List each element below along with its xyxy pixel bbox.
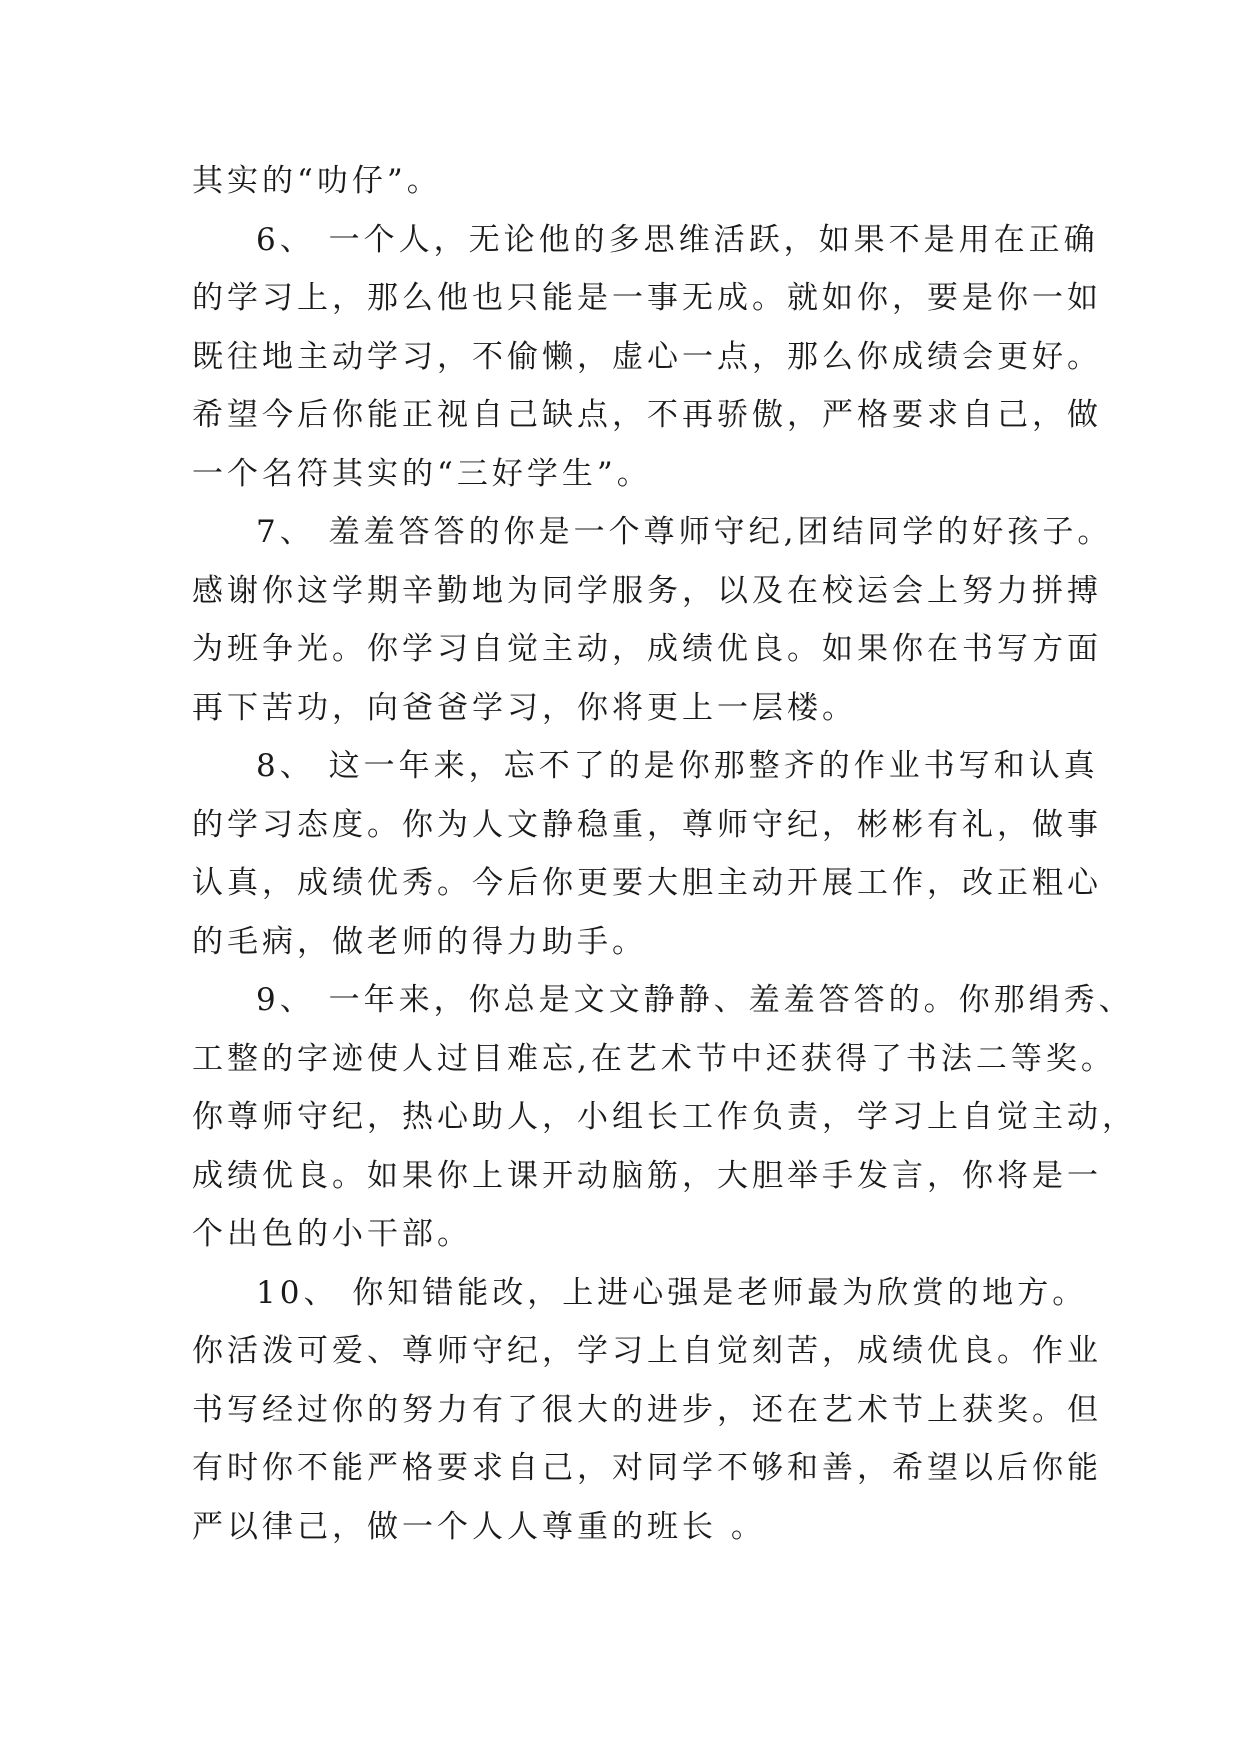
text-line: 书写经过你的努力有了很大的进步，还在艺术节上获奖。但 xyxy=(192,1391,1102,1428)
text-line: 的学习态度。你为人文静稳重，尊师守纪，彬彬有礼，做事 xyxy=(192,806,1102,843)
text-line: 一个名符其实的“三好学生”。 xyxy=(192,455,652,492)
text-line: 的毛病，做老师的得力助手。 xyxy=(192,923,647,960)
text-line: 8、 这一年来，忘不了的是你那整齐的作业书写和认真 xyxy=(256,748,1099,784)
text-line: 其实的“叻仔”。 xyxy=(192,163,442,199)
text-line: 10、 你知错能改，上进心强是老师最为欣赏的地方。 xyxy=(256,1274,1088,1311)
text-line: 感谢你这学期辛勤地为同学服务，以及在校运会上努力拼搏 xyxy=(192,572,1102,609)
text-line: 你活泼可爱、尊师守纪，学习上自觉刻苦，成绩优良。作业 xyxy=(192,1333,1102,1369)
text-line: 6、 一个人，无论他的多思维活跃，如果不是用在正确 xyxy=(256,221,1099,258)
text-line: 工整的字迹使人过目难忘,在艺术节中还获得了书法二等奖。 xyxy=(192,1040,1116,1077)
text-line: 为班争光。你学习自觉主动，成绩优良。如果你在书写方面 xyxy=(192,631,1102,667)
text-line: 严以律己，做一个人人尊重的班长 。 xyxy=(192,1508,766,1545)
text-line: 有时你不能严格要求自己，对同学不够和善，希望以后你能 xyxy=(192,1450,1102,1486)
text-line: 成绩优良。如果你上课开动脑筋，大胆举手发言，你将是一 xyxy=(192,1157,1102,1194)
text-line: 你尊师守纪，热心助人，小组长工作负责，学习上自觉主动， xyxy=(192,1099,1137,1135)
text-line: 认真，成绩优秀。今后你更要大胆主动开展工作，改正粗心 xyxy=(192,865,1102,901)
text-line: 既往地主动学习，不偷懒，虚心一点，那么你成绩会更好。 xyxy=(192,338,1102,375)
text-line: 再下苦功，向爸爸学习，你将更上一层楼。 xyxy=(192,689,857,726)
text-line: 9、 一年来，你总是文文静静、羞羞答答的。你那绢秀、 xyxy=(256,982,1134,1018)
text-line: 7、 羞羞答答的你是一个尊师守纪,团结同学的好孩子。 xyxy=(256,514,1113,550)
document-text xyxy=(192,152,1137,1556)
text-line: 希望今后你能正视自己缺点，不再骄傲，严格要求自己，做 xyxy=(192,397,1102,433)
text-line: 个出色的小干部。 xyxy=(192,1216,472,1252)
text-line: 的学习上，那么他也只能是一事无成。就如你，要是你一如 xyxy=(192,280,1102,316)
